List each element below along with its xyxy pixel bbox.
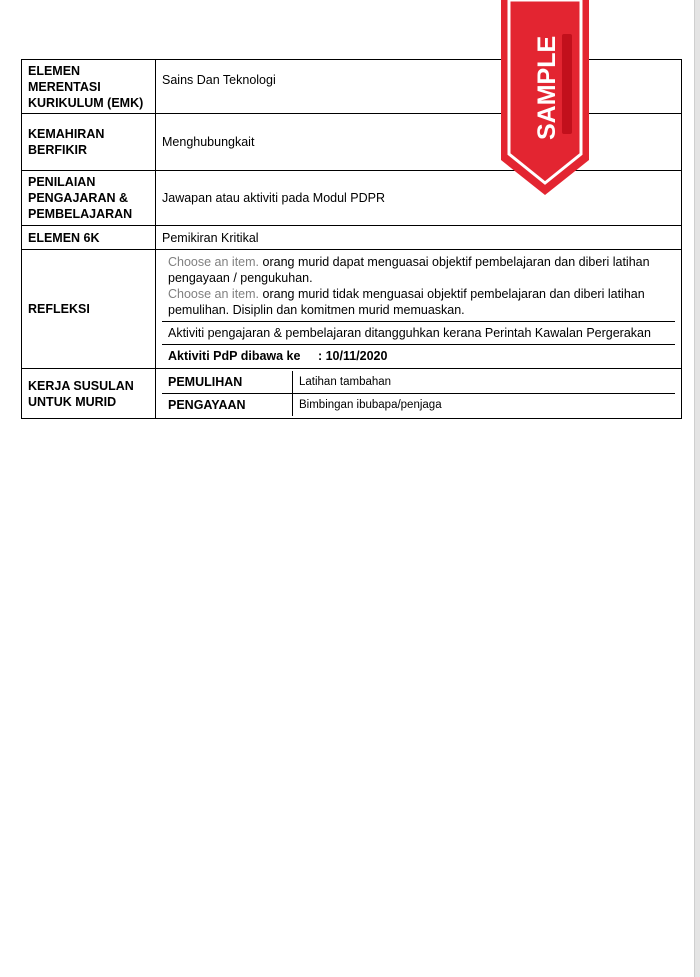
elemen6k-row xyxy=(22,226,682,250)
carry-over-date: : 10/11/2020 xyxy=(317,349,388,363)
kemahiran-value: Menghubungkait xyxy=(156,114,682,171)
kerja-susulan-table xyxy=(162,371,675,416)
elemen6k-label: ELEMEN 6K xyxy=(22,226,156,250)
penilaian-value: Jawapan atau aktiviti pada Modul PDPR xyxy=(156,171,682,226)
refleksi-label: REFLEKSI xyxy=(22,250,156,369)
choose-item-dropdown-1[interactable]: Choose an item. xyxy=(168,255,260,269)
choose-item-dropdown-2[interactable]: Choose an item. xyxy=(168,287,260,301)
kerja-susulan-cell xyxy=(156,369,682,419)
page-edge xyxy=(694,0,700,977)
penilaian-label: PENILAIAN PENGAJARAN & PEMBELAJARAN xyxy=(22,171,156,226)
sample-watermark-text: SAMPLE xyxy=(533,35,561,140)
emk-value: Sains Dan Teknologi xyxy=(156,60,682,114)
refleksi-note: Aktiviti pengajaran & pembelajaran ditangguhkan kerana Perintah Kawalan Pergerakan xyxy=(162,322,675,345)
refleksi-line1-text: orang murid dapat menguasai objektif pembelajaran dan diberi latihan pengayaan / pengukuhan. xyxy=(168,255,650,285)
carry-over-label: Aktiviti PdP dibawa ke xyxy=(168,349,301,363)
pengayaan-label: PENGAYAAN xyxy=(162,394,293,417)
elemen6k-value: Pemikiran Kritikal xyxy=(156,226,682,250)
pengayaan-value: Bimbingan ibubapa/penjaga xyxy=(293,394,676,417)
pemulihan-value: Latihan tambahan xyxy=(299,376,392,388)
table-row xyxy=(162,371,675,394)
pemulihan-label: PEMULIHAN xyxy=(162,371,293,394)
table-row xyxy=(162,394,675,417)
refleksi-outcomes xyxy=(162,252,675,322)
refleksi-line2-text: orang murid tidak menguasai objektif pembelajaran dan diberi latihan pemulihan. Disiplin dan komitmen murid memuaskan. xyxy=(168,287,645,317)
refleksi-cell xyxy=(156,250,682,369)
kerja-susulan-row xyxy=(22,369,682,419)
refleksi-row xyxy=(22,250,682,369)
kerja-susulan-label: KERJA SUSULAN UNTUK MURID xyxy=(22,369,156,419)
sample-watermark-ribbon xyxy=(501,0,589,195)
emk-label: ELEMEN MERENTASI KURIKULUM (EMK) xyxy=(22,60,156,114)
kemahiran-label: KEMAHIRAN BERFIKIR xyxy=(22,114,156,171)
refleksi-carry-over xyxy=(162,345,675,366)
